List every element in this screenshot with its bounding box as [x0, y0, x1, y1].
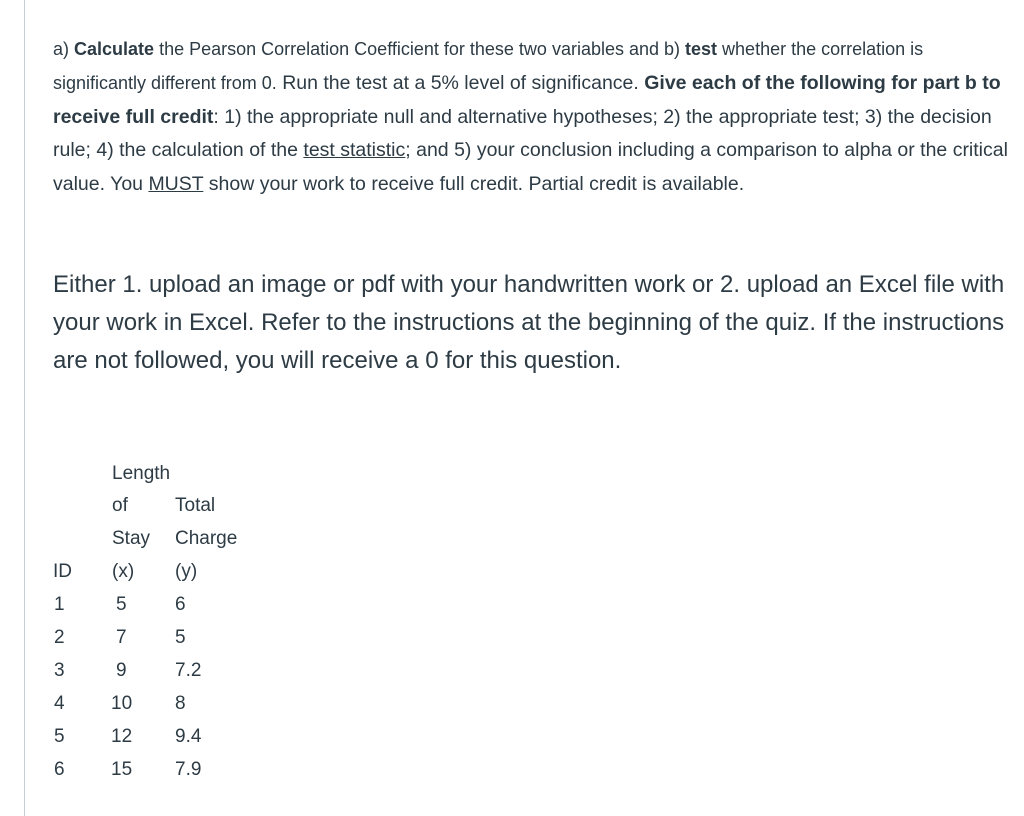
run-test-text: Run the test at a 5% level of significance.: [276, 71, 645, 94]
calculate-keyword: Calculate: [74, 39, 155, 59]
table-cell-y: 5: [175, 627, 186, 648]
table-cell-x: 5: [116, 594, 127, 615]
question-text: [53, 33, 1013, 202]
header-y-line-1: Total: [175, 495, 216, 516]
header-y-line-3: (y): [175, 561, 198, 582]
header-x-line-3: Stay: [112, 528, 151, 549]
upload-instructions: Either 1. upload an image or pdf with your handwritten work or 2. upload an Excel file with your work in Excel. Refer to the instructions at the beginning of the quiz. If the instructions are not followed, you will receive a 0 for this question.: [53, 271, 1005, 374]
part-b-text: whether the correlation is significantly different from 0.: [53, 39, 924, 93]
header-x-line-1: Length: [112, 463, 171, 484]
table-cell-y: 8: [175, 693, 186, 714]
header-x-line-4: (x): [112, 561, 135, 582]
table-cell-x: 7: [116, 627, 127, 648]
must-emphasis: MUST: [148, 173, 204, 196]
table-cell-id: 3: [54, 660, 65, 681]
requirements-text-3: show your work to receive full credit. Partial credit is available.: [203, 173, 745, 196]
header-x-line-2: of: [112, 495, 128, 516]
table-cell-id: 5: [54, 726, 65, 747]
table-cell-x: 15: [111, 759, 133, 780]
table-cell-id: 2: [54, 627, 65, 648]
table-cell-x: 12: [111, 726, 133, 747]
question-panel: [24, 0, 1024, 816]
table-cell-id: 4: [54, 693, 65, 714]
table-cell-x: 9: [116, 660, 127, 681]
part-a-text: the Pearson Correlation Coefficient for these two variables and b): [154, 39, 686, 59]
table-cell-y: 7.2: [175, 660, 202, 681]
test-keyword: test: [685, 39, 718, 59]
table-cell-y: 9.4: [175, 726, 202, 747]
table-cell-y: 6: [175, 594, 186, 615]
header-id: ID: [53, 561, 72, 582]
part-a-prefix: a): [53, 39, 75, 59]
requirements-text-2: ; and 5) your conclusion including a comparison to alpha or the critical value. You: [53, 139, 1008, 196]
full-credit-heading: Give each of the following for part b to receive full credit: [53, 71, 1001, 128]
table-cell-x: 10: [111, 693, 133, 714]
table-cell-id: 1: [54, 594, 65, 615]
test-statistic-term: test statistic: [303, 139, 406, 162]
requirements-text-1: : 1) the appropriate null and alternative hypotheses; 2) the appropriate test; 3) the decision rule; 4) the calculation of the: [53, 105, 992, 162]
header-y-line-2: Charge: [175, 528, 238, 549]
table-cell-id: 6: [54, 759, 65, 780]
table-cell-y: 7.9: [175, 759, 202, 780]
